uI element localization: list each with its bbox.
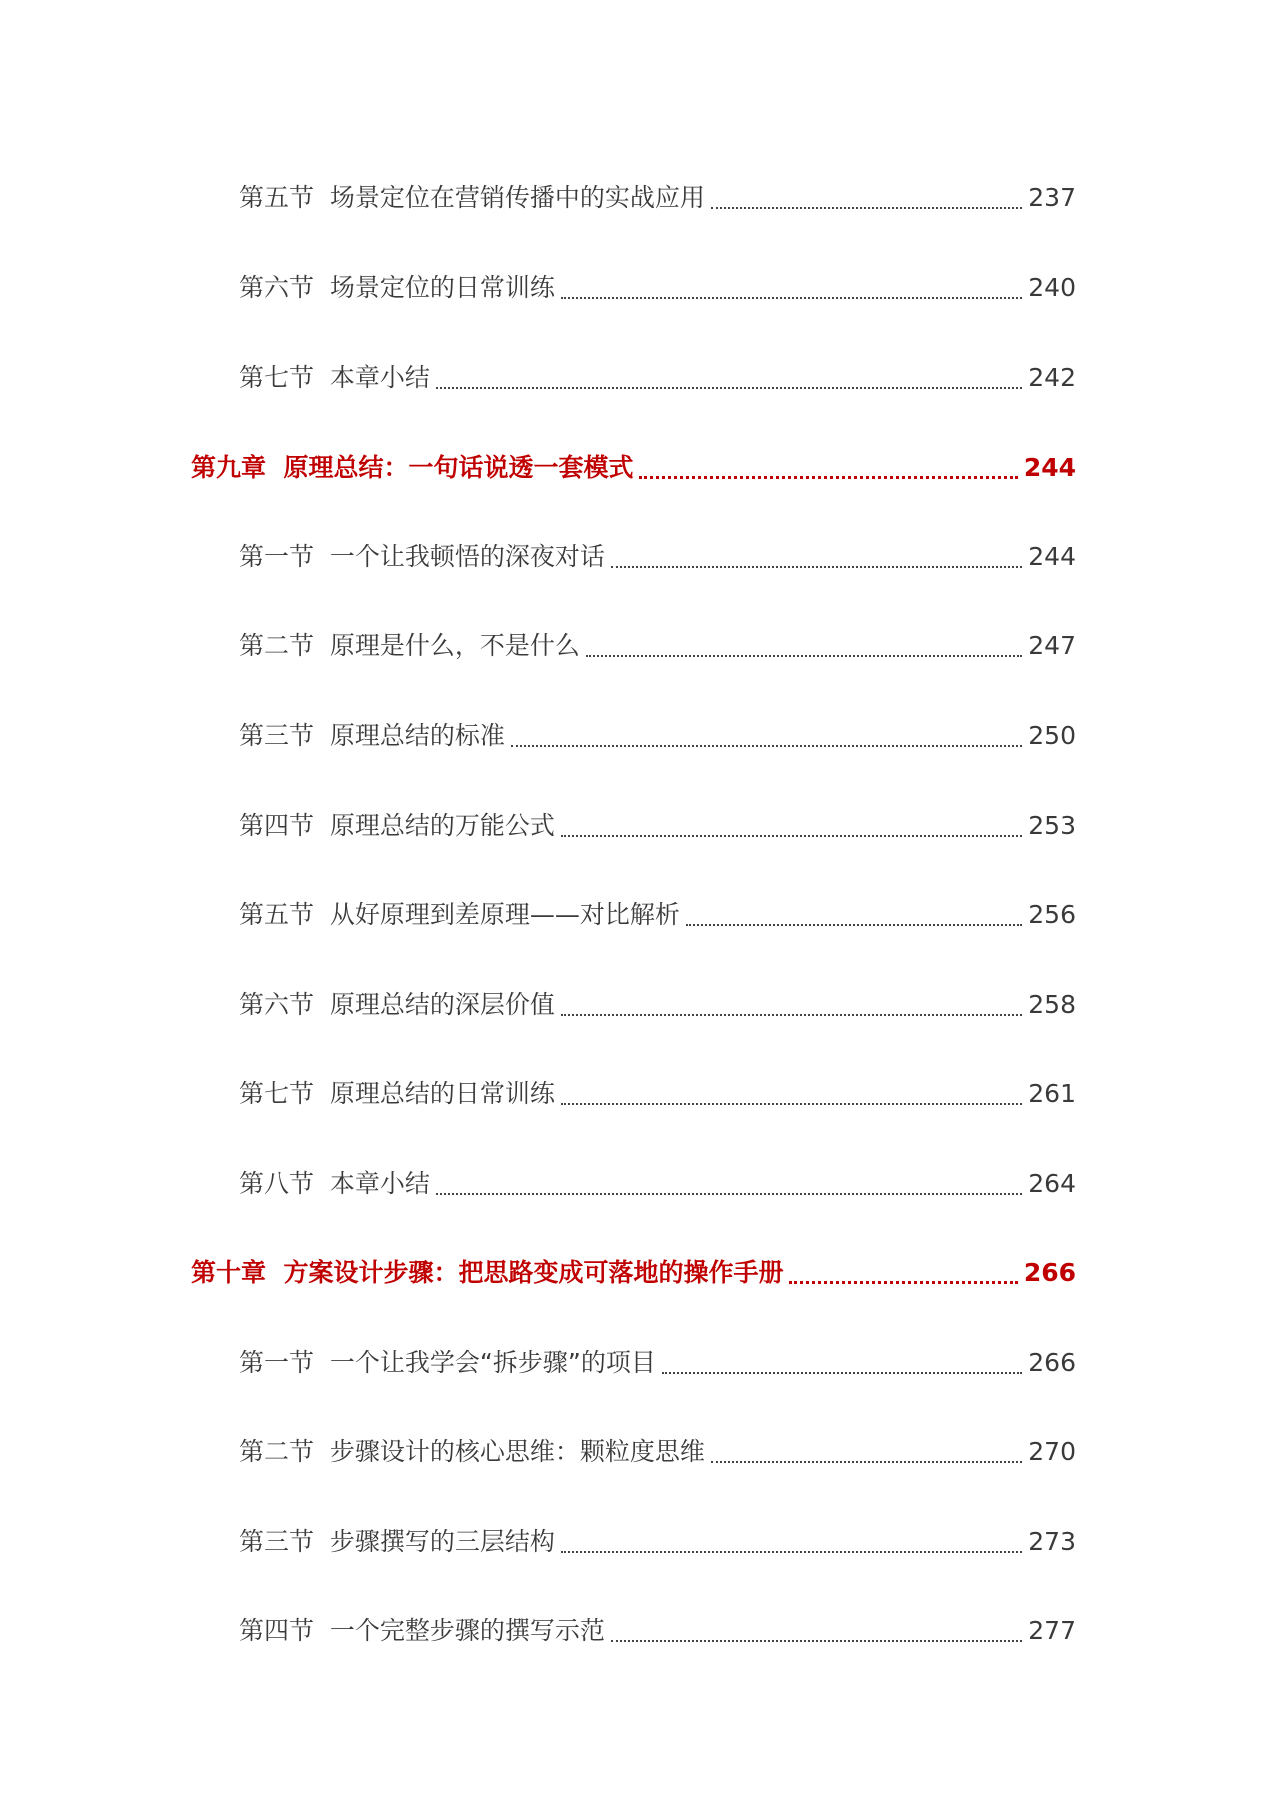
toc-page-number: 264 <box>1028 1169 1076 1198</box>
toc-page-number: 240 <box>1028 273 1076 302</box>
toc-dot-leader <box>686 893 1022 937</box>
toc-page-number: 237 <box>1028 183 1076 212</box>
toc-section-entry[interactable] <box>239 1162 1076 1206</box>
toc-dot-leader <box>436 1162 1022 1206</box>
toc-section-entry[interactable] <box>239 804 1076 848</box>
toc-page-number: 247 <box>1028 631 1076 660</box>
toc-entry-label: 第七节 原理总结的日常训练 <box>239 1079 555 1108</box>
toc-section-entry[interactable] <box>239 1072 1076 1116</box>
toc-page-number: 266 <box>1023 1258 1076 1287</box>
toc-page-number: 250 <box>1028 721 1076 750</box>
toc-page-number: 261 <box>1028 1079 1076 1108</box>
toc-entry-label: 第十章 方案设计步骤：把思路变成可落地的操作手册 <box>191 1258 784 1287</box>
toc-dot-leader <box>561 983 1022 1027</box>
toc-dot-leader <box>561 1072 1022 1116</box>
toc-entry-label: 第一节 一个让我顿悟的深夜对话 <box>239 542 605 571</box>
toc-dot-leader <box>586 624 1022 668</box>
toc-entry-label: 第二节 原理是什么，不是什么 <box>239 631 580 660</box>
toc-page-number: 266 <box>1028 1348 1076 1377</box>
toc-dot-leader <box>711 1430 1022 1474</box>
toc-section-entry[interactable] <box>239 893 1076 937</box>
toc-entry-label: 第五节 从好原理到差原理——对比解析 <box>239 900 680 929</box>
toc-entry-label: 第七节 本章小结 <box>239 363 430 392</box>
toc-page-number: 270 <box>1028 1437 1076 1466</box>
toc-dot-leader <box>611 1609 1022 1653</box>
toc-dot-leader <box>561 1520 1022 1564</box>
toc-entry-label: 第四节 原理总结的万能公式 <box>239 811 555 840</box>
toc-dot-leader <box>711 176 1022 220</box>
toc-entry-label: 第三节 原理总结的标准 <box>239 721 505 750</box>
toc-entry-label: 第六节 原理总结的深层价值 <box>239 990 555 1019</box>
toc-entry-label: 第一节 一个让我学会“拆步骤”的项目 <box>239 1348 656 1377</box>
toc-page-number: 244 <box>1028 542 1076 571</box>
toc-dot-leader <box>511 714 1022 758</box>
toc-entry-label: 第六节 场景定位的日常训练 <box>239 273 555 302</box>
toc-dot-leader <box>561 266 1022 310</box>
toc-dot-leader <box>561 804 1022 848</box>
toc-section-entry[interactable] <box>239 714 1076 758</box>
toc-entry-label: 第五节 场景定位在营销传播中的实战应用 <box>239 183 705 212</box>
toc-dot-leader <box>789 1251 1017 1295</box>
toc-section-entry[interactable] <box>239 624 1076 668</box>
toc-section-entry[interactable] <box>239 1430 1076 1474</box>
toc-section-entry[interactable] <box>239 266 1076 310</box>
toc-section-entry[interactable] <box>239 1341 1076 1385</box>
toc-chapter-entry[interactable] <box>191 1251 1076 1295</box>
toc-page-number: 256 <box>1028 900 1076 929</box>
toc-dot-leader <box>611 535 1022 579</box>
toc-entry-label: 第四节 一个完整步骤的撰写示范 <box>239 1616 605 1645</box>
toc-section-entry[interactable] <box>239 176 1076 220</box>
toc-dot-leader <box>662 1341 1022 1385</box>
toc-dot-leader <box>436 356 1022 400</box>
toc-entry-label: 第三节 步骤撰写的三层结构 <box>239 1527 555 1556</box>
toc-entry-label: 第二节 步骤设计的核心思维：颗粒度思维 <box>239 1437 705 1466</box>
toc-dot-leader <box>639 446 1017 490</box>
toc-chapter-entry[interactable] <box>191 446 1076 490</box>
toc-page-number: 277 <box>1028 1616 1076 1645</box>
toc-section-entry[interactable] <box>239 535 1076 579</box>
toc-section-entry[interactable] <box>239 1609 1076 1653</box>
toc-section-entry[interactable] <box>239 356 1076 400</box>
toc-page-number: 253 <box>1028 811 1076 840</box>
toc-entry-label: 第九章 原理总结：一句话说透一套模式 <box>191 453 634 482</box>
toc-page-number: 242 <box>1028 363 1076 392</box>
toc-page-number: 273 <box>1028 1527 1076 1556</box>
toc-page-number: 258 <box>1028 990 1076 1019</box>
toc-section-entry[interactable] <box>239 983 1076 1027</box>
toc-page-number: 244 <box>1023 453 1076 482</box>
toc-entry-label: 第八节 本章小结 <box>239 1169 430 1198</box>
toc-section-entry[interactable] <box>239 1520 1076 1564</box>
